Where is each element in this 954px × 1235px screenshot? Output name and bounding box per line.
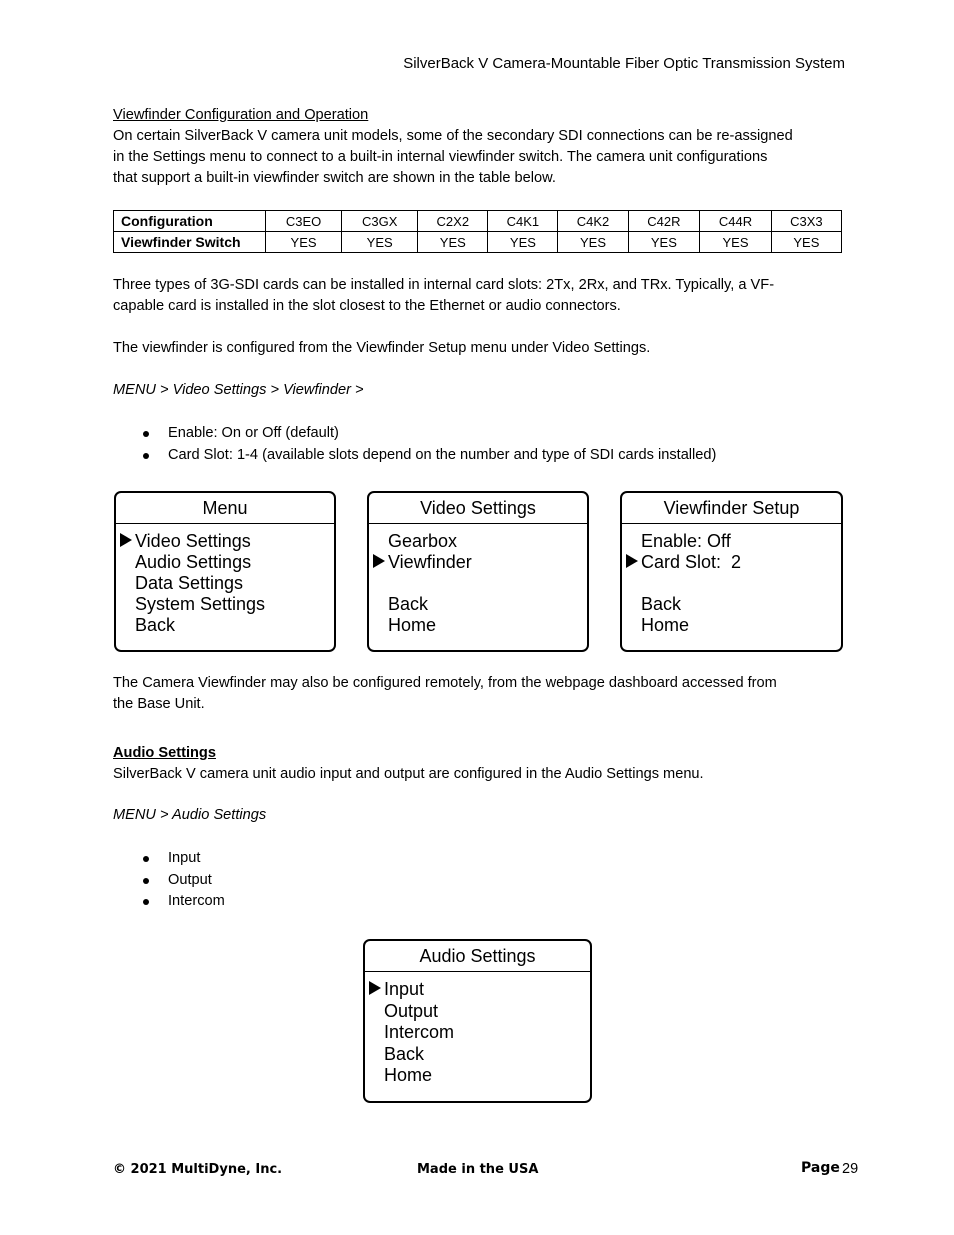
config-cell: C44R [700, 211, 772, 232]
menu-item-viewfinder: Viewfinder [388, 552, 472, 572]
menu-item-home: Home [384, 1065, 433, 1085]
row-header-configuration: Configuration [114, 211, 266, 232]
switch-cell: YES [266, 232, 342, 253]
menu-item-enable: Enable: Off [641, 531, 731, 551]
menu-screen-title: Viewfinder Setup [622, 493, 841, 524]
selection-arrow-icon [120, 533, 132, 547]
menu-item-output: Output [384, 1001, 439, 1021]
menu-item-back: Back [388, 594, 429, 614]
footer-copyright: © 2021 MultiDyne, Inc. [113, 1162, 283, 1177]
menu-item-data-settings: Data Settings [135, 573, 244, 593]
document-header-title: SilverBack V Camera-Mountable Fiber Optic Transmission System [403, 55, 845, 72]
config-cell: C4K2 [558, 211, 628, 232]
footer-made-in: Made in the USA [417, 1162, 539, 1177]
remote-config-line-1: The Camera Viewfinder may also be configured remotely, from the webpage dashboard accessed from [113, 675, 777, 691]
switch-cell: YES [488, 232, 558, 253]
table-row-configuration [114, 211, 842, 232]
menu-item-card-slot: Card Slot: 2 [641, 552, 742, 572]
cards-text-line-1: Three types of 3G-SDI cards can be installed in internal card slots: 2Tx, 2Rx, and TRx. Typically, a VF- [113, 277, 775, 293]
row-header-viewfinder-switch: Viewfinder Switch [114, 232, 266, 253]
list-item: Enable: On or Off (default) [113, 423, 716, 445]
menu-item-gearbox: Gearbox [388, 531, 458, 551]
menu-item-audio-settings: Audio Settings [135, 552, 252, 572]
list-item: Intercom [113, 891, 225, 913]
config-cell: C42R [628, 211, 700, 232]
audio-menu-path: MENU > Audio Settings [113, 807, 267, 823]
menu-item-system-settings: System Settings [135, 594, 266, 614]
selection-arrow-icon [369, 981, 381, 995]
menu-screen-viewfinder-setup [620, 491, 843, 652]
menu-item-back: Back [135, 615, 176, 635]
menu-screen-video-settings [367, 491, 589, 652]
list-item: Input [113, 848, 225, 870]
menu-screen-title: Menu [116, 493, 334, 524]
switch-cell: YES [628, 232, 700, 253]
menu-screen-title: Video Settings [369, 493, 587, 524]
switch-cell: YES [558, 232, 628, 253]
switch-cell: YES [418, 232, 488, 253]
list-item: Output [113, 870, 225, 892]
footer-page-number: 29 [842, 1161, 859, 1177]
menu-screen-main [114, 491, 336, 652]
menu-item-back: Back [641, 594, 682, 614]
viewfinder-section-heading: Viewfinder Configuration and Operation [113, 107, 369, 123]
viewfinder-setup-text: The viewfinder is configured from the Viewfinder Setup menu under Video Settings. [113, 340, 651, 356]
list-item: Card Slot: 1-4 (available slots depend on the number and type of SDI cards installed) [113, 445, 716, 467]
viewfinder-intro-line-2: in the Settings menu to connect to a built-in internal viewfinder switch. The camera unit configurations [113, 149, 768, 165]
footer-page-label: Page [801, 1160, 840, 1176]
menu-item-home: Home [641, 615, 690, 635]
viewfinder-menu-path: MENU > Video Settings > Viewfinder > [113, 382, 364, 398]
menu-item-back: Back [384, 1044, 425, 1064]
table-row-viewfinder-switch [114, 232, 842, 253]
selection-arrow-icon [626, 554, 638, 568]
menu-item-video-settings: Video Settings [135, 531, 251, 551]
switch-cell: YES [700, 232, 772, 253]
config-cell: C3EO [266, 211, 342, 232]
selection-arrow-icon [373, 554, 385, 568]
audio-options-list [113, 848, 225, 913]
cards-text-line-2: capable card is installed in the slot closest to the Ethernet or audio connectors. [113, 298, 621, 314]
viewfinder-intro-line-1: On certain SilverBack V camera unit models, some of the secondary SDI connections can be re-assigned [113, 128, 793, 144]
menu-screen-title: Audio Settings [365, 941, 590, 972]
viewfinder-config-table [113, 210, 842, 253]
config-cell: C3X3 [771, 211, 841, 232]
menu-item-home: Home [388, 615, 437, 635]
audio-section-heading: Audio Settings [113, 745, 216, 761]
remote-config-line-2: the Base Unit. [113, 696, 205, 712]
switch-cell: YES [771, 232, 841, 253]
config-cell: C3GX [342, 211, 418, 232]
menu-item-input: Input [384, 979, 425, 999]
menu-item-intercom: Intercom [384, 1022, 455, 1042]
config-cell: C2X2 [418, 211, 488, 232]
viewfinder-options-list [113, 423, 716, 466]
viewfinder-intro-line-3: that support a built-in viewfinder switch are shown in the table below. [113, 170, 556, 186]
config-cell: C4K1 [488, 211, 558, 232]
menu-screen-audio-settings [363, 939, 592, 1103]
switch-cell: YES [342, 232, 418, 253]
audio-intro-text: SilverBack V camera unit audio input and output are configured in the Audio Settings menu. [113, 766, 704, 782]
